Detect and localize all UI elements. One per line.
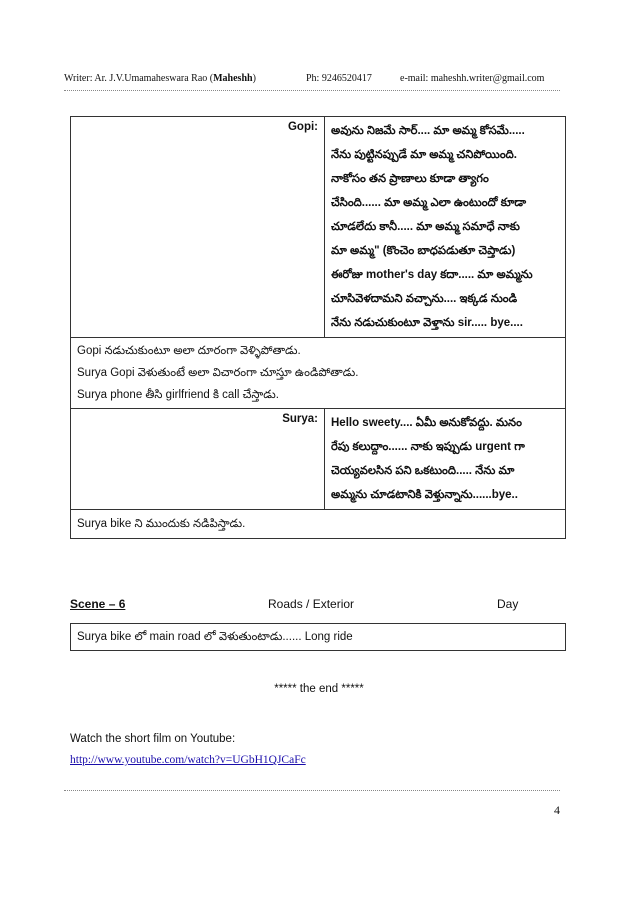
action-row: [71, 624, 565, 650]
header-divider: [64, 90, 560, 91]
action-text: Surya bike ని ముందుకు నడిపిస్తాడు.: [77, 518, 246, 530]
script-table: [70, 116, 566, 539]
action-text: Surya bike లో main road లో వెళుతుంటాడు...... Long ride: [77, 631, 353, 643]
watch-prompt: Watch the short film on Youtube:: [70, 733, 236, 745]
writer-nickname: Maheshh: [213, 73, 253, 84]
dialog-line: చెయ్యవలసిన పని ఒకటుంది..... నేను మా: [331, 465, 515, 477]
dialog-line: Hello sweety.... ఏమీ అనుకోవద్దు. మనం: [331, 417, 522, 429]
scene-time: Day: [497, 597, 519, 611]
surya-dialog: [325, 409, 565, 509]
writer-email: e-mail: maheshh.writer@gmail.com: [400, 73, 545, 84]
dialog-line: చేసింది...... మా అమ్మ ఎలా ఉంటుందో కూడా: [331, 197, 527, 209]
character-name-surya: Surya:: [71, 409, 325, 509]
writer-credit: Writer: Ar. J.V.Umamaheswara Rao (Maheshh): [64, 73, 256, 84]
dialog-line: చూసివెళదామని వచ్చాను.... ఇక్కడ నుండి: [331, 293, 518, 305]
dialog-line: రేపు కలుద్దాం...... నాకు ఇప్పుడు urgent గా: [331, 441, 525, 453]
action-line: Gopi నడుచుకుంటూ అలా దూరంగా వెళ్ళిపోతాడు.: [77, 345, 301, 357]
scene-table: [70, 623, 566, 651]
action-line: Surya Gopi వెళుతుంటే అలా విచారంగా చూస్తూ ఉండిపోతాడు.: [77, 367, 359, 379]
dialog-line: మా అమ్మ" (కొంచెం బాధపడుతూ చెప్తాడు): [331, 245, 516, 257]
dialog-line: అమ్మను చూడటానికి వెళ్తున్నాను......bye..: [331, 489, 518, 501]
action-row: [71, 338, 565, 409]
character-name-gopi: Gopi:: [71, 117, 325, 337]
action-line: Surya phone తీసి girlfriend కి call చేస్తాడు.: [77, 389, 279, 401]
action-text: [71, 338, 565, 408]
dialog-line: నేను పుట్టినప్పుడే మా అమ్మ చనిపోయింది.: [331, 149, 517, 161]
surya-dialog-row: [71, 409, 565, 510]
writer-phone: Ph: 9246520417: [306, 73, 372, 84]
dialog-line: చూడలేదు కానీ..... మా అమ్మ సమాధే నాకు: [331, 221, 520, 233]
the-end-text: ***** the end *****: [274, 683, 364, 695]
scene-location: Roads / Exterior: [268, 597, 355, 611]
page-number: 4: [554, 803, 560, 817]
action-row: [71, 510, 565, 538]
dialog-line: నాకోసం తన ప్రాణాలు కూడా త్యాగం: [331, 173, 489, 185]
dialog-line: అవును నిజమే సార్.... మా అమ్మ కోసమే.....: [331, 125, 525, 137]
youtube-link[interactable]: http://www.youtube.com/watch?v=UGbH1QJCaFc: [70, 754, 306, 766]
dialog-line: ఈరోజు mother's day కదా..... మా అమ్మను: [331, 269, 533, 281]
gopi-dialog-row: [71, 117, 565, 338]
scene-number: Scene – 6: [70, 597, 126, 611]
dialog-line: నేను నడుచుకుంటూ వెళ్తాను sir..... bye....: [331, 317, 523, 329]
gopi-dialog: [325, 117, 565, 337]
footer-divider: [64, 790, 560, 791]
